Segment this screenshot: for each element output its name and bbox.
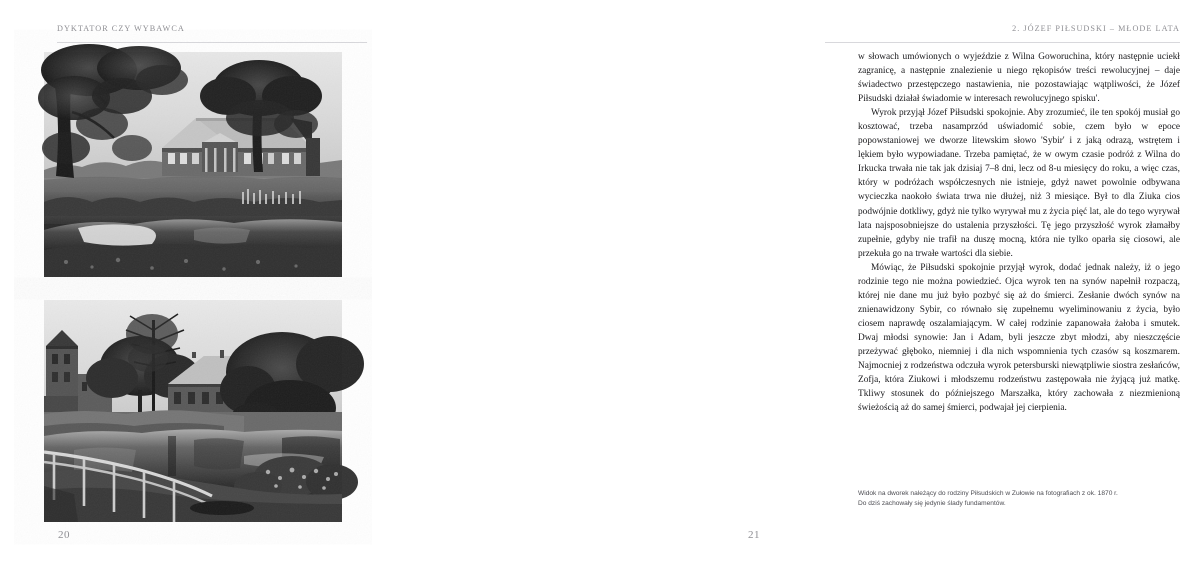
page-number-left: 20 bbox=[58, 529, 70, 541]
caption-line: Widok na dworek należący do rodziny Piłsudskich w Zułowie na fotografiach z ok. 1870 r. bbox=[858, 490, 1118, 497]
caption-line: Do dziś zachowały się jedynie ślady fundamentów. bbox=[858, 499, 1006, 507]
body-text-column bbox=[858, 50, 1180, 415]
running-head-right: 2. JÓZEF PIŁSUDSKI – MŁODE LATA bbox=[825, 24, 1180, 43]
page-number-right: 21 bbox=[748, 529, 760, 541]
right-page bbox=[400, 0, 1180, 569]
photograph-manor-house bbox=[44, 52, 342, 277]
photograph-pond-and-barn bbox=[44, 300, 342, 522]
body-paragraph: Mówiąc, że Piłsudski spokojnie przyjął wyrok, dodać jednak należy, iż o jego rodzinie tego nie można powiedzieć. Ojca wyrok ten na synów napełnił rozpaczą, której nie dane mu już było pozbyć się aż do śmierci. Zesłanie dwóch synów na znienawidzony Sybir, co równało się zupełnemu wyeliminowaniu z życia, było ciosem naprawdę oszalamiającym. W całej rodzinie zapanowała żałoba i smutek. Dwaj młodsi synowie: Jan i Adam, byli jeszcze zbyt młodzi, aby nieszczęście przeżywać głęboko, niemniej i dla nich wspomnienia tych czasów są koszmarem. Najmocniej z rodzeństwa odczuła wyrok petersburski niewątpliwie siostra zesłańców, Zofja, która Ziukowi i młodszemu rodzeństwu zastępowała nie żyjącą już matkę. Tkliwy stosunek do późniejszego Marszałka, który zachowała z niezmienioną świeżością aż do samej śmierci, podwajał jej cierpienia. bbox=[858, 262, 1180, 414]
body-paragraph: Wyrok przyjął Józef Piłsudski spokojnie. Aby zrozumieć, ile ten spokój musiał go kosztować, trzeba nasamprzód uświadomić sobie, czem było w epoce popowstaniowej we dworze litewskim słowo 'Sybir' i z jaką odrazą, wstrętem i lękiem było wypowiadane. Trzeba pamiętać, że w owym czasie podróż z Wilna do Irkucka trwała nie tak jak dzisiaj 7–8 dni, lecz od 8-u miesięcy do roku, a więc czas, który w podróżach współczesnych nie istnieje, gdyż nawet powolnie odbywana wycieczka naokoło świata trwa nie dłużej, niż 3 miesiące. Był to dla Ziuka cios podwójnie dotkliwy, gdyż nie tylko wyrywał mu z życia pięć lat, ale do tego wyrywał lata najsposobniejsze do ustalenia przyszłości. Tę jego przyszłość wyrok złamałby zupełnie, gdyby nie trafił na duszę mocną, która nie tylko oparła się ciosowi, ale przekuła go na trwałe wartości dla siebie. bbox=[858, 108, 1180, 259]
left-page bbox=[0, 0, 400, 569]
running-head-left: DYKTATOR CZY WYBAWCA bbox=[57, 24, 367, 43]
manor-house-photo-illustration bbox=[44, 52, 342, 277]
pond-photo-illustration bbox=[44, 300, 342, 522]
figure-caption bbox=[858, 489, 1180, 508]
body-paragraph: w słowach umówionych o wyjeździe z Wilna Goworuchina, który następnie uciekł zagranicę, a następnie znalezienie u niego rękopisów treści rewolucyjnej – daje świadectwo przestępczego nastawienia, nie pozostawiając wątpliwości, że Józef Piłsudski działał świadomie w interesach rewolucyjnego spisku'. bbox=[858, 52, 1180, 105]
